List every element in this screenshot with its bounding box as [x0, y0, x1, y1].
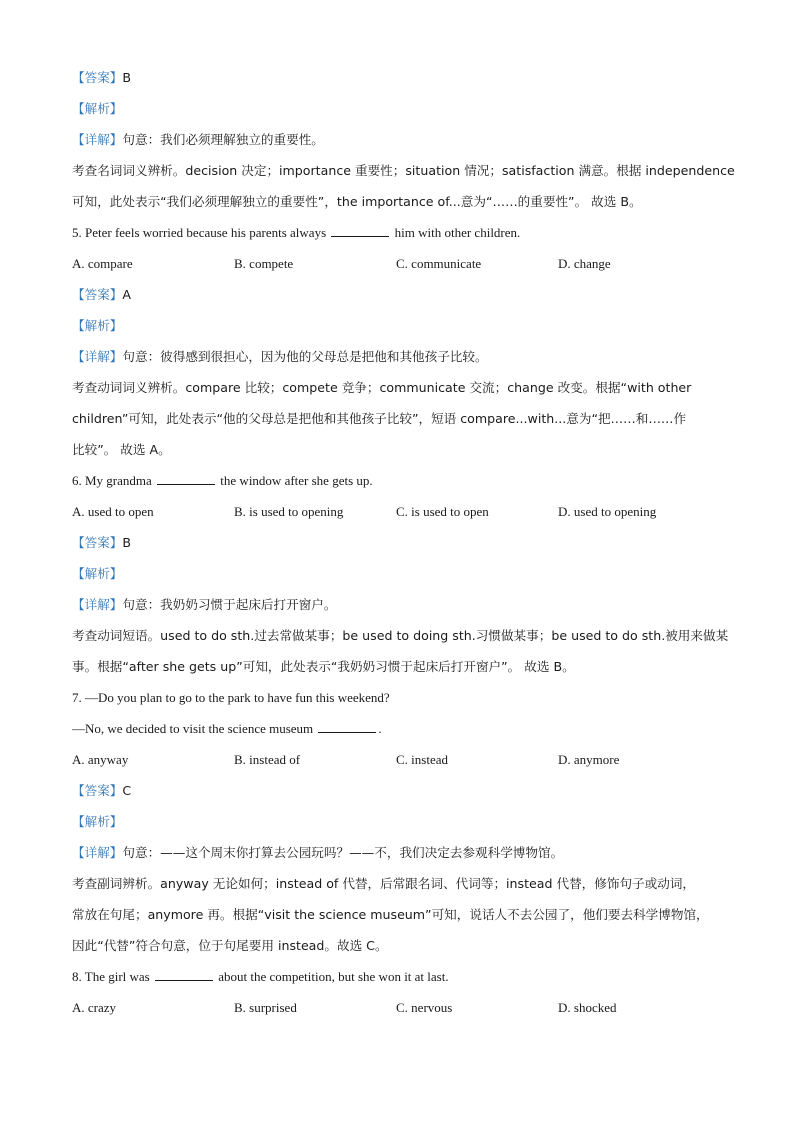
option-b: B. instead of [234, 752, 301, 767]
question-stem [72, 713, 724, 744]
explanation-paragraph [72, 155, 735, 217]
label-heading: 【解析】 [72, 318, 123, 333]
stem-text: 8. The girl was [72, 969, 153, 984]
explanation-paragraph [72, 372, 724, 465]
label-value: B [122, 70, 132, 85]
label-heading: 【详解】 [72, 597, 123, 612]
answer-blank [157, 471, 215, 485]
option-d: D. anymore [558, 752, 620, 767]
label-value: 句意：——这个周末你打算去公园玩吗？——不，我们决定去参观科学博物馆。 [122, 845, 564, 860]
label-heading: 【答案】 [72, 783, 123, 798]
option-a: A. crazy [72, 1000, 117, 1015]
label-value: C [122, 783, 132, 798]
stem-text: 6. My grandma [72, 473, 156, 488]
paragraph-line: 考查动词词义辨析。compare 比较；compete 竞争；communicate 交流；change 改变。根据“with other [72, 380, 692, 395]
stem-text: —No, we decided to visit the science museum [72, 721, 317, 736]
label-heading: 【答案】 [72, 287, 123, 302]
explanation-paragraph [72, 868, 724, 961]
label-heading: 【解析】 [72, 101, 123, 116]
option-d: D. change [558, 256, 611, 271]
label-heading: 【详解】 [72, 132, 123, 147]
option-a: A. anyway [72, 752, 129, 767]
paragraph-line: 考查副词辨析。anyway 无论如何；instead of 代替，后常跟名词、代词等；instead 代替，修饰句子或动词， [72, 876, 696, 891]
option-c: C. nervous [396, 1000, 453, 1015]
label-heading: 【答案】 [72, 535, 123, 550]
explanation-sentence [72, 124, 724, 155]
stem-text: the window after she gets up. [217, 473, 373, 488]
option-c: C. instead [396, 752, 448, 767]
section-label [72, 279, 724, 310]
question-stem [72, 217, 724, 248]
answer-sheet-page [72, 62, 735, 1023]
stem-text: 5. Peter feels worried because his parents always [72, 225, 330, 240]
section-label [72, 775, 724, 806]
label-heading: 【解析】 [72, 814, 123, 829]
answer-options [72, 744, 724, 775]
section-label [72, 527, 724, 558]
option-b: B. is used to opening [234, 504, 344, 519]
label-value: B [122, 535, 132, 550]
explanation-paragraph [72, 620, 729, 682]
paragraph-line: children”可知，此处表示“他的父母总是把他和其他孩子比较”，短语 compare...with...意为“把……和……作 [72, 411, 687, 426]
section-label [72, 558, 724, 589]
paragraph-line: 考查动词短语。used to do sth.过去常做某事；be used to doing sth.习惯做某事；be used to do sth.被用来做某 [72, 628, 729, 643]
answer-blank [331, 223, 389, 237]
question-stem [72, 682, 724, 713]
paragraph-line: 可知，此处表示“我们必须理解独立的重要性”，the importance of...意为“……的重要性”。 故选 B。 [72, 194, 642, 209]
label-heading: 【答案】 [72, 70, 123, 85]
label-value: 句意：我们必须理解独立的重要性。 [122, 132, 324, 147]
stem-text: . [378, 721, 382, 736]
paragraph-line: 事。根据“after she gets up”可知，此处表示“我奶奶习惯于起床后打开窗户”。 故选 B。 [72, 659, 575, 674]
paragraph-line: 因此“代替”符合句意，位于句尾要用 instead。故选 C。 [72, 938, 388, 953]
paragraph-line: 考查名词词义辨析。decision 决定；importance 重要性；situation 情况；satisfaction 满意。根据 independence [72, 163, 735, 178]
option-b: B. compete [234, 256, 294, 271]
label-heading: 【详解】 [72, 845, 123, 860]
label-value: A [122, 287, 131, 302]
section-label [72, 93, 724, 124]
section-label [72, 62, 724, 93]
option-d: D. shocked [558, 1000, 617, 1015]
label-value: 句意：彼得感到很担心，因为他的父母总是把他和其他孩子比较。 [122, 349, 488, 364]
answer-blank [155, 967, 213, 981]
question-stem [72, 465, 724, 496]
label-heading: 【解析】 [72, 566, 123, 581]
answer-blank [318, 719, 376, 733]
explanation-sentence [72, 341, 724, 372]
stem-text: 7. —Do you plan to go to the park to have fun this weekend? [72, 690, 390, 705]
section-label [72, 806, 724, 837]
paragraph-line: 常放在句尾；anymore 再。根据“visit the science museum”可知，说话人不去公园了，他们要去科学博物馆， [72, 907, 709, 922]
explanation-sentence [72, 837, 724, 868]
stem-text: him with other children. [391, 225, 521, 240]
label-heading: 【详解】 [72, 349, 123, 364]
answer-options [72, 992, 724, 1023]
option-c: C. communicate [396, 256, 482, 271]
section-label [72, 310, 724, 341]
stem-text: about the competition, but she won it at last. [215, 969, 449, 984]
explanation-sentence [72, 589, 724, 620]
option-b: B. surprised [234, 1000, 297, 1015]
option-a: A. used to open [72, 504, 154, 519]
answer-options [72, 248, 724, 279]
option-c: C. is used to open [396, 504, 489, 519]
label-value: 句意：我奶奶习惯于起床后打开窗户。 [122, 597, 337, 612]
question-stem [72, 961, 724, 992]
option-d: D. used to opening [558, 504, 657, 519]
paragraph-line: 比较”。 故选 A。 [72, 442, 171, 457]
option-a: A. compare [72, 256, 133, 271]
answer-options [72, 496, 724, 527]
